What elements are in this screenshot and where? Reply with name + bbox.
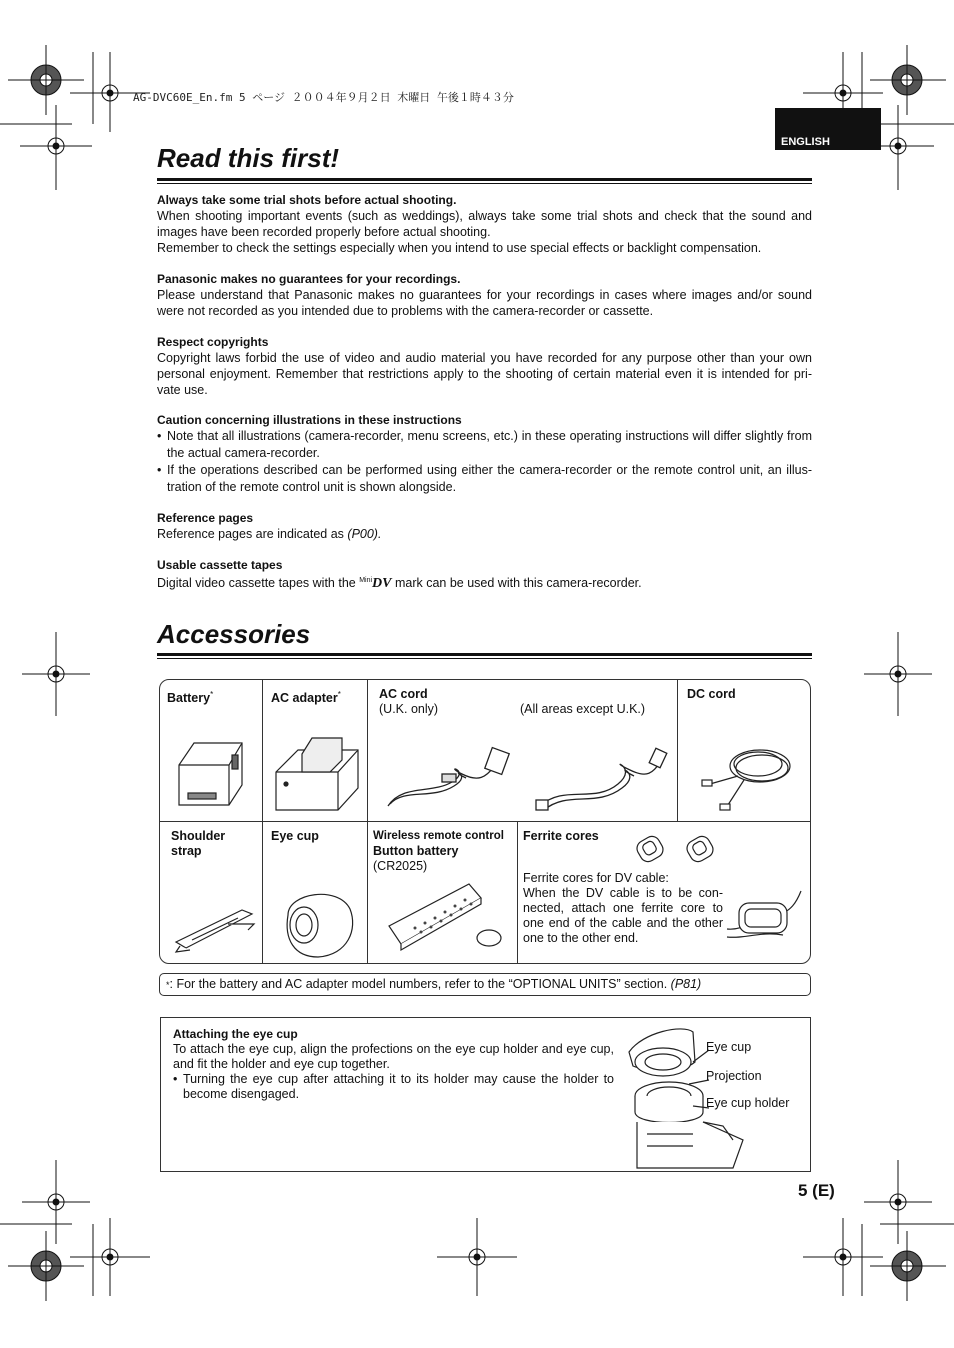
accessories-title: Accessories	[157, 619, 311, 649]
button-battery-label: Button battery	[373, 844, 459, 858]
callout-eye-cup: Eye cup	[706, 1040, 752, 1054]
ac-adapter-label: AC adapter	[271, 691, 338, 706]
ferrite-cable-icon	[725, 887, 805, 947]
paragraph: When shooting important events (such as weddings), always take some trial shots and check that the sound and images have been recorded properly before actual shooting.	[157, 209, 812, 239]
battery-label: Battery	[167, 691, 211, 706]
language-tab	[775, 108, 881, 150]
dv-logo: DV	[372, 576, 392, 592]
ferrite-cores-label: Ferrite cores	[523, 829, 599, 843]
dc-cord-icon	[700, 738, 800, 818]
eye-cup-box-title: Attaching the eye cup	[173, 1027, 298, 1041]
ac-cord-label: AC cord	[379, 687, 428, 701]
remote-control-icon	[385, 878, 505, 958]
paragraph: Remember to check the settings especially when you intend to use special effects or backlight compensation.	[157, 241, 762, 255]
dc-cord-cell	[687, 687, 736, 702]
column-divider	[262, 680, 263, 963]
asterisk: *	[166, 980, 170, 990]
paragraph: Copyright laws forbid the use of video and audio material you have recorded for any purpose other than your own personal enjoyment. Remember that restrictions apply to the shooting of certain material even it is intended for pri-vate use.	[157, 351, 812, 397]
ac-cord-eu-icon	[534, 744, 674, 819]
ferrite-description	[523, 871, 723, 946]
ferrite-core-icon	[632, 830, 732, 870]
eye-cup-cell	[271, 829, 319, 844]
ac-adapter-icon	[272, 732, 362, 812]
section-no-guarantees	[157, 271, 812, 319]
battery-icon	[174, 735, 254, 815]
paragraph: Digital video cassette tapes with the	[157, 576, 360, 591]
section-cassette-tapes	[157, 557, 812, 592]
wireless-remote-label: Wireless remote control	[373, 830, 504, 842]
ferrite-desc-line: When the DV cable is to be con-nected, attach one ferrite core to one end of the cable and the other one to the other end.	[523, 886, 723, 945]
eye-cup-label: Eye cup	[271, 829, 319, 843]
page-reference: (P00).	[347, 527, 382, 541]
column-divider	[517, 821, 518, 963]
ac-adapter-cell	[271, 687, 341, 706]
ferrite-cores-cell	[523, 829, 599, 844]
ferrite-desc-line: Ferrite cores for DV cable:	[523, 871, 669, 885]
section-title: Always take some trial shots before actual shooting.	[157, 193, 457, 207]
asterisk: *	[337, 690, 341, 699]
ac-cord-uk-icon	[382, 744, 512, 814]
section-title: Caution concerning illustrations in these instructions	[157, 413, 462, 427]
callout-projection: Projection	[706, 1069, 762, 1083]
paragraph: Reference pages are indicated as	[157, 527, 348, 541]
section-title: Reference pages	[157, 511, 254, 525]
mini-label: Mini	[359, 577, 373, 584]
paragraph: To attach the eye cup, align the profections on the eye cup holder and eye cup, and fit the holder and eye cup together.	[173, 1042, 614, 1071]
asterisk: *	[210, 690, 214, 699]
section-title: Panasonic makes no guarantees for your recordings.	[157, 272, 461, 286]
section-title: Respect copyrights	[157, 335, 269, 349]
note-text: : For the battery and AC adapter model numbers, refer to the “OPTIONAL UNITS” section.	[169, 977, 671, 991]
uk-only-label: (U.K. only)	[379, 702, 439, 716]
section-title: Usable cassette tapes	[157, 558, 283, 572]
title-rule	[157, 178, 812, 184]
bullet-item: • If the operations described can be performed using either the camera-recorder or the remote control unit, an illus-tration of the remote control unit is shown alongside.	[157, 462, 812, 496]
battery-cell	[167, 687, 213, 706]
all-areas-label: (All areas except U.K.)	[520, 702, 646, 716]
section-reference-pages	[157, 510, 812, 542]
eye-cup-instructions-box	[160, 1017, 811, 1172]
language-tab-label: ENGLISH	[781, 136, 830, 148]
page-reference: (P81)	[670, 977, 702, 991]
section-trial-shots	[157, 192, 812, 256]
bullet-item: • Note that all illustrations (camera-recorder, menu screens, etc.) in these operating instructions will differ slightly from the actual camera-recorder.	[157, 428, 812, 462]
page-number: 5 (E)	[798, 1181, 835, 1200]
accessories-note	[159, 973, 811, 996]
column-divider	[677, 680, 678, 821]
section-illustrations	[157, 412, 812, 496]
shoulder-strap-label: Shoulder strap	[171, 829, 226, 858]
ac-cord-cell	[379, 687, 438, 717]
accessories-table	[159, 679, 811, 964]
eye-cup-icon	[278, 885, 358, 960]
eye-cup-text	[173, 1027, 614, 1102]
shoulder-strap-icon	[172, 900, 262, 960]
column-divider	[367, 680, 368, 963]
row-divider	[160, 821, 810, 822]
title-rule	[157, 653, 812, 659]
section-copyrights	[157, 334, 812, 398]
paragraph: mark can be used with this camera-recorder.	[391, 576, 642, 591]
cr2025-label: (CR2025)	[373, 859, 428, 873]
bullet-item: • Turning the eye cup after attaching it to its holder may cause the holder to become disengaged.	[173, 1072, 614, 1102]
file-header: AG-DVC60E_En.fm 5 ページ ２００４年９月２日 木曜日 午後１時４３分	[133, 91, 514, 104]
remote-cell	[373, 829, 504, 874]
dc-cord-label: DC cord	[687, 687, 736, 701]
page-title: Read this first!	[157, 143, 340, 173]
callout-eye-cup-holder: Eye cup holder	[706, 1096, 790, 1110]
shoulder-strap-cell	[171, 829, 241, 859]
paragraph: Please understand that Panasonic makes no guarantees for your recordings in cases where images and/or sound were not recorded as you intended due to problems with the camera-recorder or cassette.	[157, 288, 812, 318]
